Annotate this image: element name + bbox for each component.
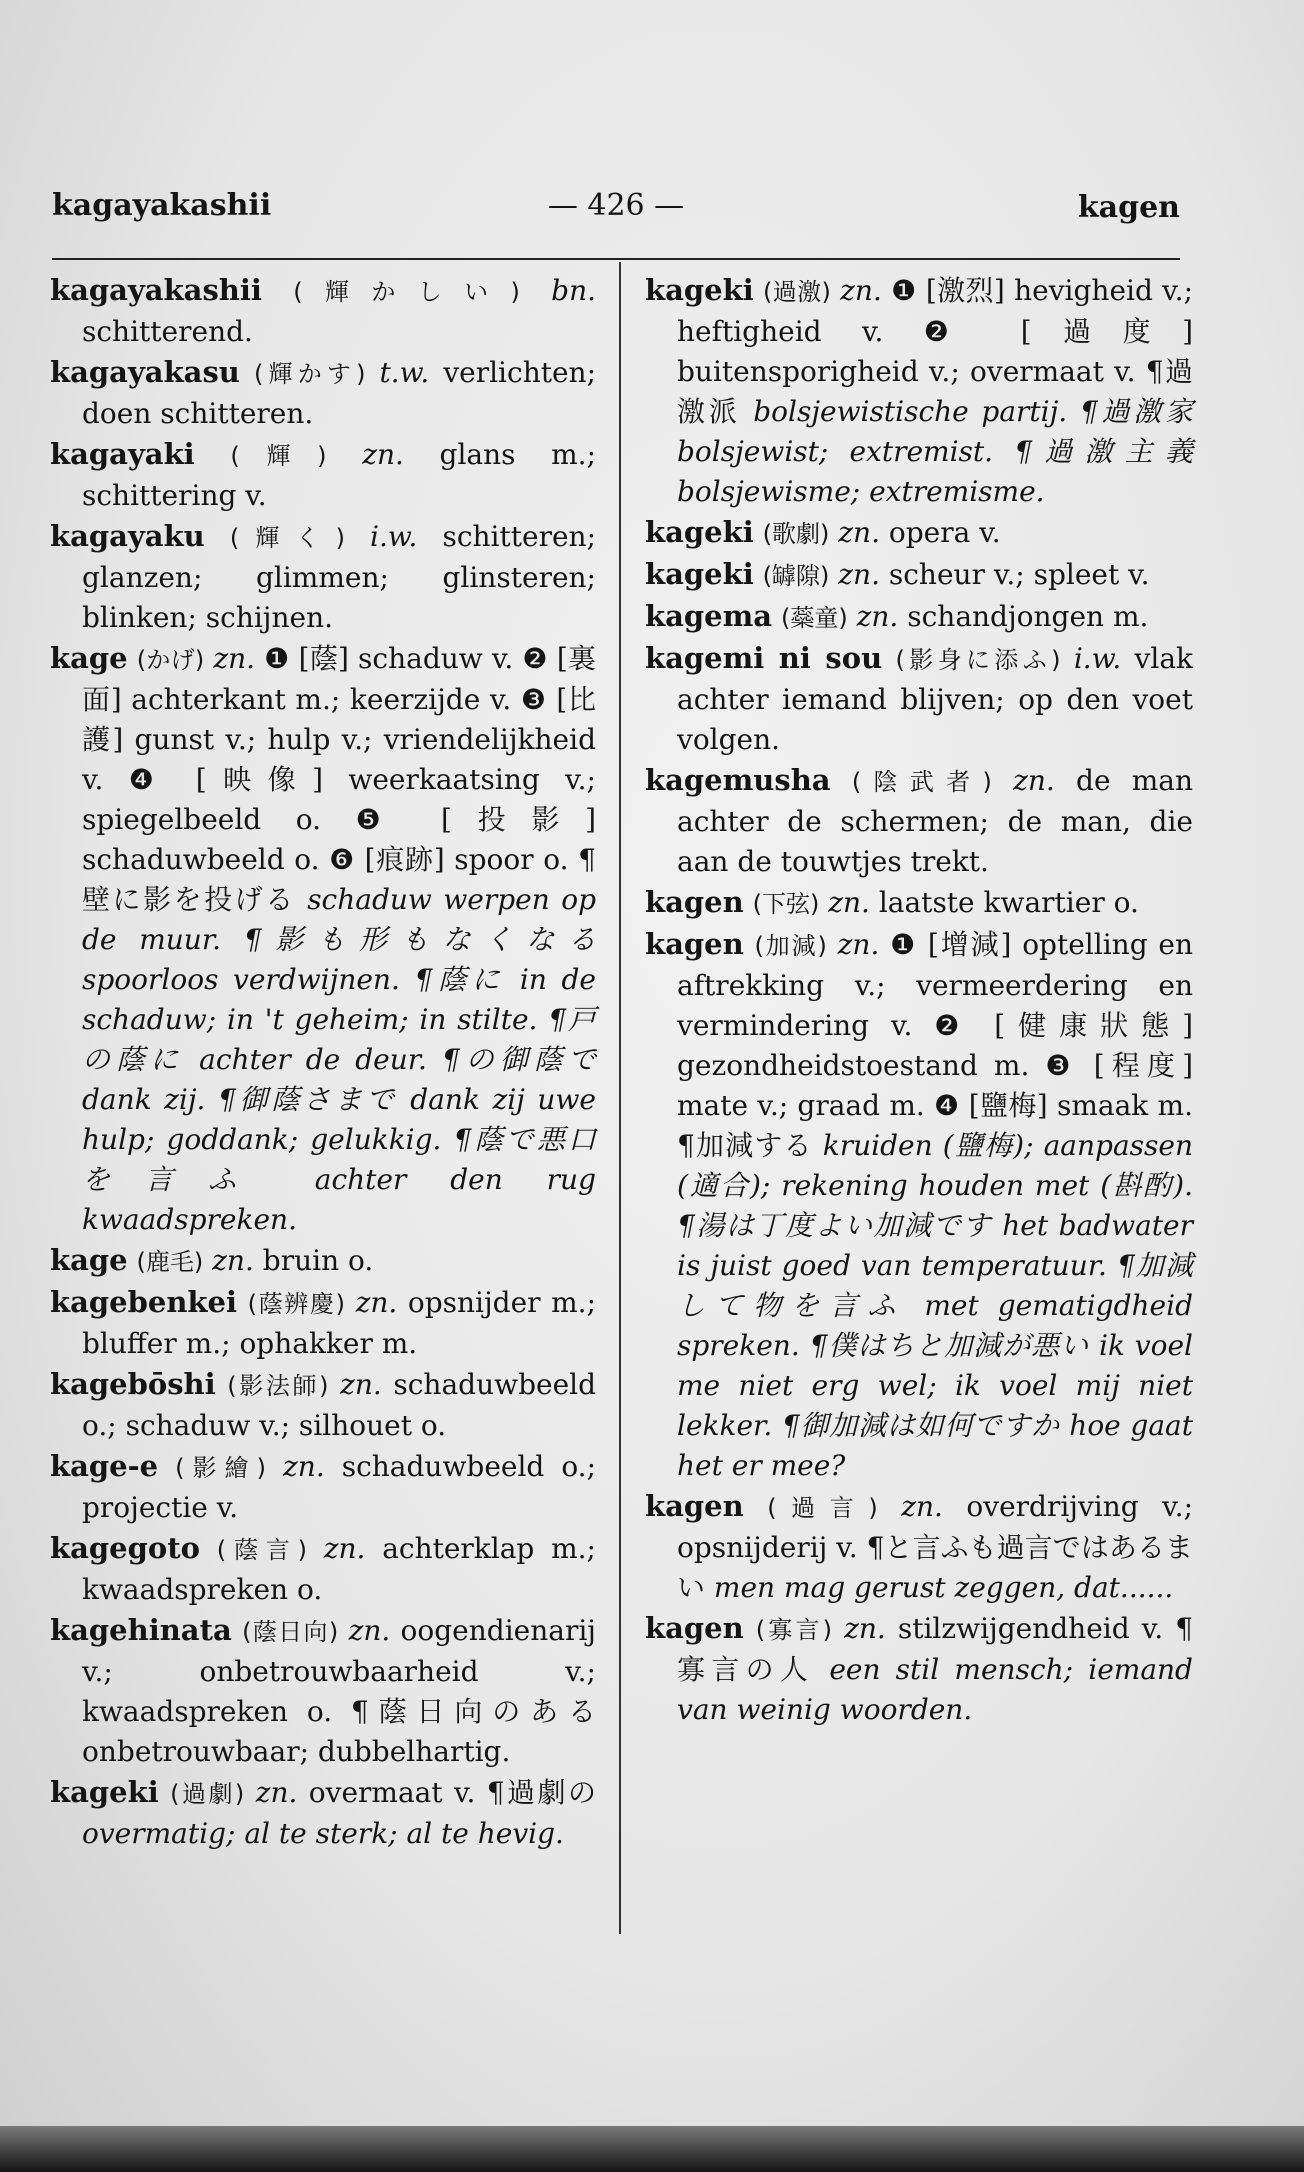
entry-examples: overmatig; al te sterk; al te hevig. xyxy=(82,1817,564,1850)
right-column xyxy=(645,270,1193,1730)
dictionary-entry xyxy=(645,638,1193,760)
page-number: — 426 — xyxy=(547,188,685,223)
dictionary-entry xyxy=(645,1608,1193,1730)
entry-headword: kageki xyxy=(645,515,754,549)
entry-japanese: (過言) xyxy=(767,1494,878,1522)
column-divider xyxy=(619,262,621,1934)
header-rule xyxy=(52,258,1180,260)
entry-headword: kagayaki xyxy=(50,437,195,471)
entry-definition: opera v. xyxy=(888,516,1001,549)
entry-definition: bruin o. xyxy=(262,1244,374,1277)
entry-japanese: (過劇) xyxy=(170,1780,245,1808)
dictionary-entry xyxy=(645,1486,1193,1608)
dictionary-entry xyxy=(50,1528,596,1610)
entry-part-of-speech: zn. xyxy=(283,1450,325,1483)
entry-japanese: (影繪) xyxy=(175,1454,267,1482)
entry-part-of-speech: zn. xyxy=(837,928,880,961)
entry-part-of-speech: zn. xyxy=(838,516,880,549)
entry-part-of-speech: zn. xyxy=(323,1532,366,1565)
dictionary-entry xyxy=(50,638,596,1240)
entry-headword: kagemusha xyxy=(645,763,831,797)
dictionary-entry xyxy=(50,1282,596,1364)
entry-headword: kagema xyxy=(645,599,773,633)
dictionary-entry xyxy=(50,1446,596,1528)
dictionary-entry xyxy=(50,270,596,352)
dictionary-entry xyxy=(645,512,1193,554)
dictionary-entry xyxy=(645,924,1193,1486)
entry-part-of-speech: zn. xyxy=(212,1244,254,1277)
entry-headword: kage-e xyxy=(50,1449,159,1483)
entry-examples: men mag gerust zeggen, dat...... xyxy=(713,1571,1174,1604)
running-head-right: kagen xyxy=(1077,190,1180,225)
entry-japanese: (影法師) xyxy=(227,1372,329,1400)
entry-headword: kagemi ni sou xyxy=(645,641,883,675)
entry-headword: kagebōshi xyxy=(50,1367,216,1401)
entry-part-of-speech: zn. xyxy=(348,1614,391,1647)
entry-definition: glans m.; schittering v. xyxy=(82,438,597,512)
entry-japanese: (寡言) xyxy=(755,1616,832,1644)
page-header xyxy=(52,188,1180,232)
entry-japanese: (かげ) xyxy=(136,646,205,674)
dictionary-entry xyxy=(645,596,1193,638)
entry-japanese: (輝) xyxy=(230,442,327,470)
entry-part-of-speech: zn. xyxy=(362,438,404,471)
entry-headword: kagen xyxy=(645,927,744,961)
entry-definition: vlak achter iemand blijven; op den voet volgen. xyxy=(677,642,1193,756)
entry-part-of-speech: zn. xyxy=(901,1490,943,1523)
entry-japanese: (下弦) xyxy=(752,890,820,918)
entry-definition: scheur v.; spleet v. xyxy=(888,558,1150,591)
entry-japanese: (罅隙) xyxy=(762,562,830,590)
entry-headword: kagen xyxy=(645,1489,744,1523)
entry-japanese: (蔭辨慶) xyxy=(247,1290,345,1318)
entry-japanese: (影身に添ふ) xyxy=(895,646,1061,674)
entry-japanese: (輝かしい) xyxy=(293,278,520,306)
dictionary-entry xyxy=(645,270,1193,512)
entry-part-of-speech: zn. xyxy=(1013,764,1055,797)
entry-definition: schitterend. xyxy=(82,315,253,348)
dictionary-entry xyxy=(50,1364,596,1446)
entry-japanese: (陰武者) xyxy=(851,768,992,796)
entry-part-of-speech: bn. xyxy=(551,274,597,307)
dictionary-entry xyxy=(50,1610,596,1772)
entry-part-of-speech: zn. xyxy=(840,274,882,307)
entry-headword: kagayakasu xyxy=(50,355,240,389)
entry-japanese: (蔭日向) xyxy=(242,1618,339,1646)
entry-examples: bolsjewistische partij. ¶過激家 bolsjewist; extremist. ¶過激主義 bolsjewisme; extremisme. xyxy=(677,395,1193,508)
entry-japanese: (歌劇) xyxy=(762,520,830,548)
entry-part-of-speech: zn. xyxy=(838,558,880,591)
entry-part-of-speech: zn. xyxy=(856,600,899,633)
entry-headword: kageki xyxy=(645,557,754,591)
entry-definition: verlichten; doen schitteren. xyxy=(82,356,597,430)
entry-japanese: (過激) xyxy=(763,278,831,306)
entry-definition: schaduwbeeld o.; schaduw v.; silhouet o. xyxy=(82,1368,597,1442)
entry-japanese: (蘂童) xyxy=(781,604,848,632)
entry-headword: kagehinata xyxy=(50,1613,232,1647)
entry-part-of-speech: t.w. xyxy=(379,356,430,389)
entry-part-of-speech: zn. xyxy=(340,1368,382,1401)
entry-part-of-speech: zn. xyxy=(255,1776,298,1809)
entry-headword: kagayakashii xyxy=(50,273,262,307)
entry-japanese: (輝かす) xyxy=(253,360,366,388)
dictionary-entry xyxy=(645,760,1193,882)
entry-definition: overdrijving v.; opsnijderij v. ¶と言ふも過言ではあるまい xyxy=(677,1490,1194,1604)
dictionary-entry xyxy=(50,352,596,434)
entry-headword: kage xyxy=(50,1243,128,1277)
entry-part-of-speech: i.w. xyxy=(370,520,418,553)
entry-definition: achterklap m.; kwaadspreken o. xyxy=(82,1532,596,1606)
entry-definition: overmaat v. ¶過劇の xyxy=(308,1776,596,1809)
entry-headword: kagegoto xyxy=(50,1531,200,1565)
dictionary-entry xyxy=(645,554,1193,596)
entry-definition: ❶ [增減] optelling en aftrekking v.; vermeerdering en vermindering v. ❷ [健康狀態] gezondheidstoestand m. ❸ [程度] mate v.; graad m. ❹ [鹽梅] smaak m. ¶加減する xyxy=(677,928,1194,1162)
entry-definition: stilzwijgendheid v. ¶寡言の人 xyxy=(677,1612,1194,1686)
entry-examples: kruiden (鹽梅); aanpassen (適合); rekening houden met (斟酌). ¶湯は丁度よい加減です het badwater is juist goed van temperatuur. ¶加減して物を言ふ met gematigdheid spreken. ¶僕はちと加減が悪い ik voel me niet erg wel; ik voel mij niet lekker. ¶御加減は如何ですか hoe gaat het er mee? xyxy=(677,1129,1193,1482)
entry-japanese: (輝く) xyxy=(229,524,345,552)
running-head-left: kagayakashii xyxy=(52,188,272,223)
dictionary-entry xyxy=(50,516,596,638)
entry-headword: kageki xyxy=(645,273,754,307)
entry-headword: kagebenkei xyxy=(50,1285,237,1319)
page-edge-shadow xyxy=(0,2126,1304,2172)
entry-examples: een stil mensch; iemand van weinig woorden. xyxy=(677,1653,1193,1726)
entry-examples: schaduw werpen op de muur. ¶影も形もなくなる spoorloos verdwijnen. ¶蔭に in de schaduw; in 't geheim; in stilte. ¶戸の蔭に achter de deur. ¶の御蔭で dank zij. ¶御蔭さまで dank zij uwe hulp; goddank; gelukkig. ¶蔭で悪口を言ふ achter den rug kwaadspreken. xyxy=(82,883,596,1236)
entry-headword: kage xyxy=(50,641,128,675)
entry-definition: schitteren; glanzen; glimmen; glinsteren; blinken; schijnen. xyxy=(82,520,597,634)
dictionary-entry xyxy=(50,1772,596,1854)
entry-headword: kageki xyxy=(50,1775,159,1809)
entry-definition: schandjongen m. xyxy=(907,600,1149,633)
entry-definition: ❶ [蔭] schaduw v. ❷ [裏面] achterkant m.; keerzijde v. ❸ [比護] gunst v.; hulp v.; vriendelijkheid v. ❹ [映像] weerkaatsing v.; spiegelbeeld o. ❺ [投影] schaduwbeeld o. ❻ [痕跡] spoor o. ¶壁に影を投げる xyxy=(82,642,597,916)
entry-definition: ❶ [激烈] hevigheid v.; heftigheid v. ❷ [過度] buitensporigheid v.; overmaat v. ¶過激派 xyxy=(677,274,1194,428)
dictionary-entry xyxy=(50,434,596,516)
entry-headword: kagen xyxy=(645,885,744,919)
entry-headword: kagayaku xyxy=(50,519,205,553)
entry-part-of-speech: zn. xyxy=(844,1612,886,1645)
entry-japanese: (鹿毛) xyxy=(136,1248,204,1276)
entry-headword: kagen xyxy=(645,1611,744,1645)
entry-part-of-speech: zn. xyxy=(355,1286,398,1319)
entry-part-of-speech: zn. xyxy=(828,886,870,919)
entry-definition: oogendienarij v.; onbetrouwbaarheid v.; kwaadspreken o. ¶蔭日向のある onbetrouwbaar; dubbelhartig. xyxy=(82,1614,596,1768)
entry-definition: opsnijder m.; bluffer m.; ophakker m. xyxy=(82,1286,596,1360)
entry-japanese: (蔭言) xyxy=(216,1536,307,1564)
dictionary-entry xyxy=(50,1240,596,1282)
entry-definition: laatste kwartier o. xyxy=(878,886,1139,919)
entry-definition: schaduwbeeld o.; projectie v. xyxy=(82,1450,597,1524)
dictionary-entry xyxy=(645,882,1193,924)
entry-japanese: (加減) xyxy=(754,932,827,960)
entry-part-of-speech: i.w. xyxy=(1073,642,1122,675)
entry-part-of-speech: zn. xyxy=(213,642,256,675)
left-column xyxy=(50,270,596,1854)
entry-definition: de man achter de schermen; de man, die aan de touwtjes trekt. xyxy=(677,764,1194,878)
